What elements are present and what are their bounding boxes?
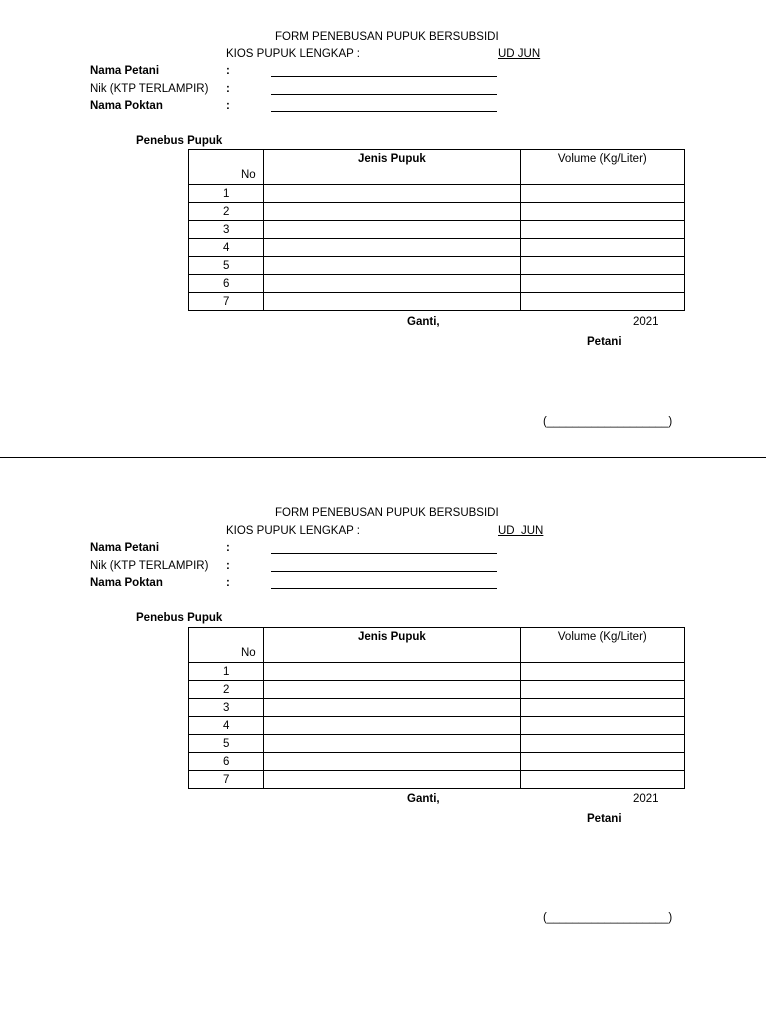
form-title: FORM PENEBUSAN PUPUK BERSUBSIDI (275, 507, 499, 519)
table-header-row (189, 628, 685, 663)
header-no (189, 150, 264, 185)
fertilizer-table (188, 627, 685, 789)
volume-cell[interactable] (520, 239, 684, 257)
row-number: 7 (223, 295, 230, 308)
table-row (189, 275, 685, 293)
header-volume-label: Volume (Kg/Liter) (557, 153, 647, 165)
signer-label: Petani (587, 336, 622, 348)
jenis-cell[interactable] (264, 185, 521, 203)
field-blank-nama-petani[interactable] (271, 76, 497, 77)
jenis-cell[interactable] (264, 699, 521, 717)
signer-label: Petani (587, 813, 622, 825)
volume-cell[interactable] (520, 717, 684, 735)
volume-cell[interactable] (520, 275, 684, 293)
year-label: 2021 (633, 316, 659, 328)
row-number-cell (189, 275, 264, 293)
row-number: 2 (223, 683, 230, 696)
row-number: 5 (223, 259, 230, 272)
kiosk-name: UD JUN (498, 525, 544, 537)
row-number: 6 (223, 755, 230, 768)
row-number: 1 (223, 665, 230, 678)
table-row (189, 185, 685, 203)
header-jenis-label: Jenis Pupuk (358, 153, 426, 165)
form-separator (0, 457, 766, 458)
row-number-cell (189, 663, 264, 681)
header-jenis (264, 150, 521, 185)
jenis-cell[interactable] (264, 239, 521, 257)
table-row (189, 239, 685, 257)
field-blank-nama-petani[interactable] (271, 553, 497, 554)
place-label: Ganti, (407, 793, 440, 805)
jenis-cell[interactable] (264, 257, 521, 275)
volume-cell[interactable] (520, 203, 684, 221)
header-no-label: No (241, 647, 256, 659)
field-blank-nik[interactable] (271, 571, 497, 572)
jenis-cell[interactable] (264, 203, 521, 221)
field-label-nik: Nik (KTP TERLAMPIR) (90, 560, 209, 572)
volume-cell[interactable] (520, 293, 684, 311)
jenis-cell[interactable] (264, 771, 521, 789)
table-row (189, 257, 685, 275)
volume-cell[interactable] (520, 185, 684, 203)
header-volume (520, 628, 684, 663)
jenis-cell[interactable] (264, 293, 521, 311)
fertilizer-table (188, 149, 685, 311)
field-label-nik: Nik (KTP TERLAMPIR) (90, 83, 209, 95)
header-volume (520, 150, 684, 185)
year-label: 2021 (633, 793, 659, 805)
volume-cell[interactable] (520, 771, 684, 789)
volume-cell[interactable] (520, 735, 684, 753)
jenis-cell[interactable] (264, 735, 521, 753)
table-row (189, 293, 685, 311)
row-number: 4 (223, 241, 230, 254)
row-number-cell (189, 681, 264, 699)
row-number: 1 (223, 187, 230, 200)
row-number-cell (189, 753, 264, 771)
row-number: 3 (223, 701, 230, 714)
volume-cell[interactable] (520, 699, 684, 717)
row-number-cell (189, 735, 264, 753)
field-colon: : (226, 542, 230, 554)
volume-cell[interactable] (520, 663, 684, 681)
field-blank-nama-poktan[interactable] (271, 588, 497, 589)
jenis-cell[interactable] (264, 681, 521, 699)
row-number-cell (189, 185, 264, 203)
volume-cell[interactable] (520, 753, 684, 771)
form-top (0, 0, 768, 430)
table-row (189, 753, 685, 771)
kiosk-label: KIOS PUPUK LENGKAP : (226, 48, 361, 60)
form-bottom (0, 478, 768, 924)
jenis-cell[interactable] (264, 753, 521, 771)
table-row (189, 699, 685, 717)
section-label: Penebus Pupuk (136, 135, 223, 147)
form-title: FORM PENEBUSAN PUPUK BERSUBSIDI (275, 31, 499, 43)
table-row (189, 771, 685, 789)
header-no (189, 628, 264, 663)
row-number-cell (189, 717, 264, 735)
field-blank-nama-poktan[interactable] (271, 111, 497, 112)
row-number: 7 (223, 773, 230, 786)
row-number-cell (189, 257, 264, 275)
volume-cell[interactable] (520, 221, 684, 239)
row-number: 6 (223, 277, 230, 290)
volume-cell[interactable] (520, 681, 684, 699)
field-colon: : (226, 65, 230, 77)
field-label-nama-petani: Nama Petani (90, 542, 160, 554)
row-number: 5 (223, 737, 230, 750)
row-number: 4 (223, 719, 230, 732)
signature-blank[interactable]: (___________________) (543, 416, 673, 428)
table-row (189, 221, 685, 239)
row-number-cell (189, 293, 264, 311)
signature-blank[interactable]: (___________________) (543, 912, 673, 924)
row-number: 2 (223, 205, 230, 218)
table-row (189, 663, 685, 681)
kiosk-name: UD JUN (498, 48, 541, 60)
table-row (189, 681, 685, 699)
table-row (189, 735, 685, 753)
jenis-cell[interactable] (264, 221, 521, 239)
header-jenis (264, 628, 521, 663)
header-jenis-label: Jenis Pupuk (358, 631, 426, 643)
jenis-cell[interactable] (264, 663, 521, 681)
row-number-cell (189, 203, 264, 221)
table-row (189, 203, 685, 221)
header-volume-label: Volume (Kg/Liter) (557, 631, 647, 643)
kiosk-label: KIOS PUPUK LENGKAP : (226, 525, 361, 537)
volume-cell[interactable] (520, 257, 684, 275)
jenis-cell[interactable] (264, 275, 521, 293)
header-no-label: No (241, 169, 256, 181)
field-colon: : (226, 560, 230, 572)
field-colon: : (226, 577, 230, 589)
place-label: Ganti, (407, 316, 440, 328)
jenis-cell[interactable] (264, 717, 521, 735)
row-number-cell (189, 239, 264, 257)
field-label-nama-poktan: Nama Poktan (90, 100, 163, 112)
table-row (189, 717, 685, 735)
section-label: Penebus Pupuk (136, 612, 223, 624)
field-blank-nik[interactable] (271, 94, 497, 95)
row-number: 3 (223, 223, 230, 236)
field-label-nama-petani: Nama Petani (90, 65, 160, 77)
field-label-nama-poktan: Nama Poktan (90, 577, 163, 589)
row-number-cell (189, 771, 264, 789)
field-colon: : (226, 83, 230, 95)
row-number-cell (189, 699, 264, 717)
field-colon: : (226, 100, 230, 112)
row-number-cell (189, 221, 264, 239)
table-header-row (189, 150, 685, 185)
